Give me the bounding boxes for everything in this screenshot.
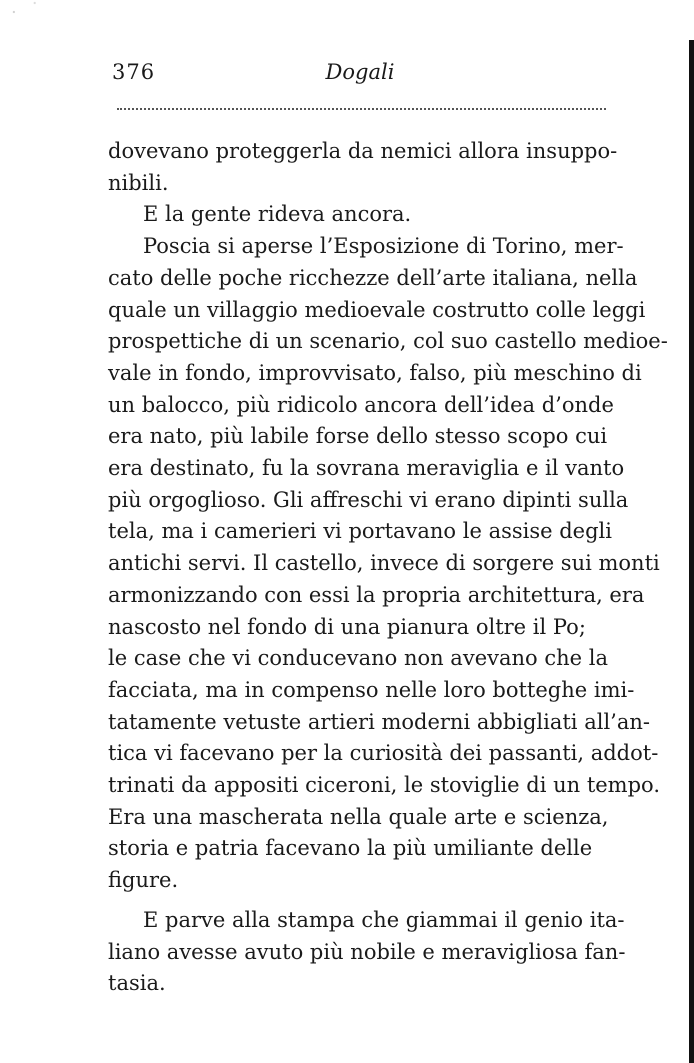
page-header (112, 60, 608, 94)
text-line: figure. (108, 868, 179, 893)
running-title: Dogali (325, 60, 395, 84)
text-line: cato delle poche ricchezze dell’arte italiana, nella (108, 265, 638, 290)
text-line: tela, ma i camerieri vi portavano le assise degli (108, 519, 612, 544)
text-line: era destinato, fu la sovrana meraviglia e il vanto (108, 456, 625, 481)
text-line: quale un villaggio medioevale costrutto colle leggi (108, 297, 646, 322)
text-line: nibili. (108, 170, 169, 195)
text-line: Era una mascherata nella quale arte e scienza, (108, 804, 609, 829)
text-line: tica vi facevano per la curiosità dei passanti, addot- (108, 741, 659, 766)
paragraph (108, 231, 668, 897)
text-line: un balocco, più ridicolo ancora dell’idea d’onde (108, 392, 614, 417)
text-line: Poscia si aperse l’Esposizione di Torino, mer- (143, 234, 624, 259)
page-edge-shadow (689, 40, 694, 1063)
text-line: antichi servi. Il castello, invece di sorgere sui monti (108, 551, 660, 576)
text-line: era nato, più labile forse dello stesso scopo cui (108, 424, 608, 449)
paragraph (108, 136, 618, 199)
text-line: E la gente rideva ancora. (143, 202, 412, 227)
paragraph-spacer (108, 897, 608, 905)
page-speckle-decoration (0, 0, 694, 60)
text-line: E parve alla stampa che giammai il genio ita- (143, 907, 625, 932)
text-line: storia e patria facevano la più umiliante delle (108, 836, 593, 861)
text-line: vale in fondo, improvvisato, falso, più meschino di (108, 360, 642, 385)
text-line: facciata, ma in compenso nelle loro botteghe imi- (108, 677, 635, 702)
text-line: nascosto nel fondo di una pianura oltre il Po; (108, 614, 586, 639)
text-line: dovevano proteggerla da nemici allora insuppo- (108, 139, 618, 163)
paragraph (108, 199, 608, 231)
text-line: armonizzando con essi la propria architettura, era (108, 582, 645, 607)
text-line: tatamente vetuste artieri moderni abbigliati all’an- (108, 709, 650, 734)
text-line: trinati da appositi ciceroni, le stoviglie di un tempo. (108, 773, 660, 798)
text-line: le case che vi conducevano non avevano che la (108, 646, 608, 671)
page-number: 376 (112, 60, 156, 84)
text-line: liano avesse avuto più nobile e meravigliosa fan- (108, 939, 626, 964)
text-line: tasia. (108, 971, 166, 996)
text-line: più orgoglioso. Gli affreschi vi erano dipinti sulla (108, 487, 629, 512)
body-text (108, 136, 668, 1000)
paragraph (108, 905, 626, 1000)
header-dotted-rule (117, 108, 606, 110)
text-line: prospettiche di un scenario, col suo castello medioe- (108, 329, 668, 354)
